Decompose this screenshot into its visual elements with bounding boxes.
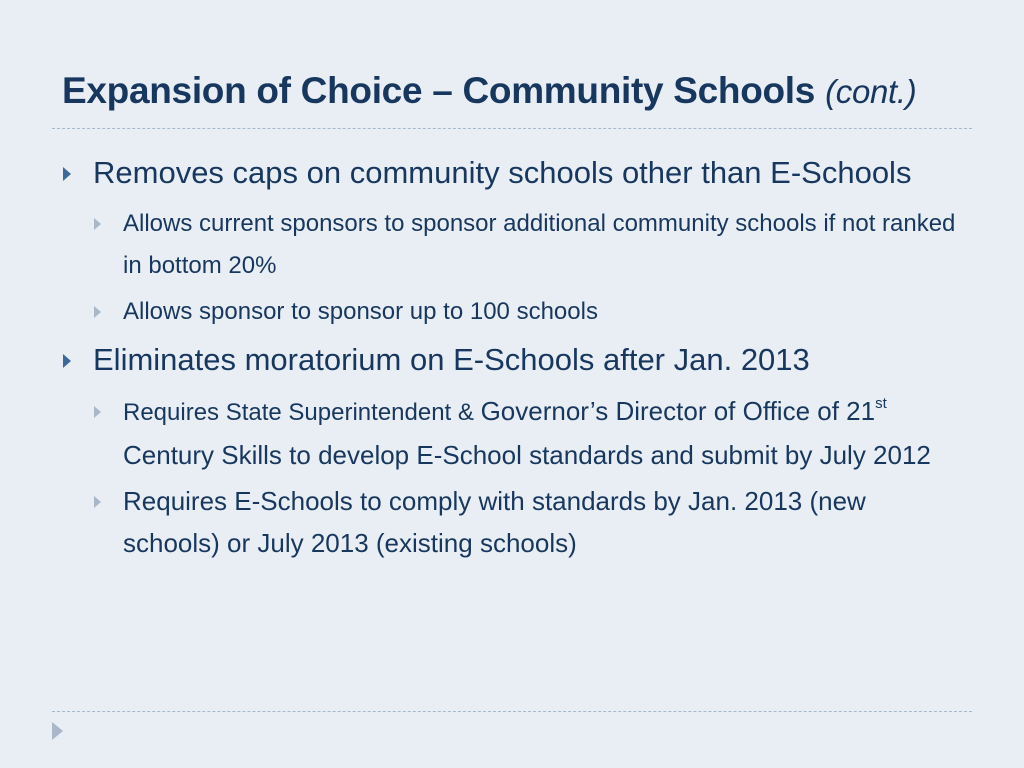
triangle-right-icon — [94, 306, 101, 318]
title-cont: (cont.) — [825, 73, 917, 110]
triangle-right-icon — [94, 218, 101, 230]
triangle-right-icon — [94, 406, 101, 418]
bullet-list — [60, 150, 960, 568]
triangle-right-icon — [63, 354, 71, 368]
top-divider — [52, 128, 972, 129]
sub-bullet-text: Requires E-Schools to comply with standards by Jan. 2013 (new schools) or July 2013 (existing schools) — [123, 486, 866, 558]
sub-bullet-item — [92, 203, 960, 287]
sub-bullet-item — [92, 291, 960, 333]
sub-bullet-text: Requires State Superintendent & Governor’s Director of Office of 21st Century Skills to develop E-School standards and submit by July 2012 — [123, 395, 931, 470]
bullet-text: Removes caps on community schools other than E-Schools — [93, 155, 912, 190]
title-main: Expansion of Choice – Community Schools — [62, 70, 816, 111]
triangle-right-icon — [63, 167, 71, 181]
sub-bullet-text: Allows sponsor to sponsor up to 100 schools — [123, 298, 598, 325]
bullet-item — [60, 337, 960, 382]
sub-bullet-item — [92, 390, 960, 476]
bottom-divider — [52, 711, 972, 712]
bullet-item — [60, 150, 960, 195]
sub-bullet-text: Allows current sponsors to sponsor additional community schools if not ranked in bottom 20% — [123, 210, 956, 279]
triangle-right-icon — [94, 496, 101, 508]
bullet-text: Eliminates moratorium on E-Schools after Jan. 2013 — [93, 342, 810, 377]
slide-title — [62, 70, 916, 112]
sub-bullet-item — [92, 480, 960, 564]
play-icon[interactable] — [52, 722, 63, 740]
